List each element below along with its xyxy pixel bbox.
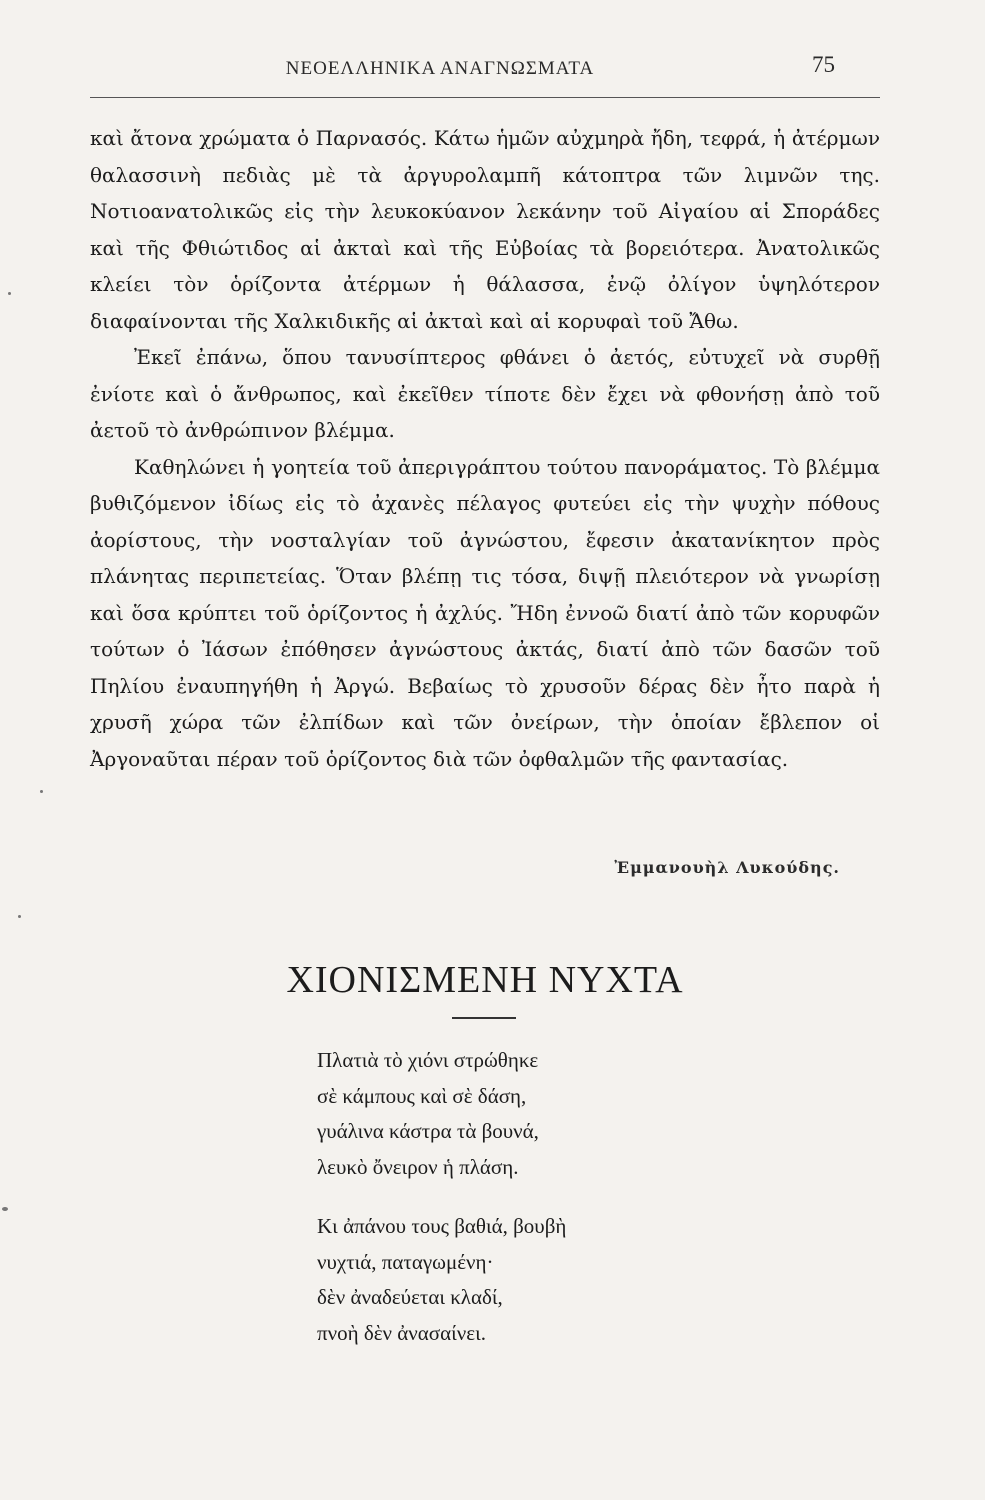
poem-stanza [317, 1209, 737, 1351]
margin-speck [2, 1207, 8, 1211]
poem-stanza [317, 1043, 737, 1185]
author-signature: Ἐμμανουὴλ Λυκούδης. [614, 858, 840, 877]
poem-body [317, 1043, 737, 1375]
poem-line: λευκὸ ὄνειρον ἡ πλάση. [317, 1154, 519, 1179]
paragraph: Καθηλώνει ἡ γοητεία τοῦ ἀπεριγράπτου τούτου πανοράματος. Τὸ βλέμμα βυθιζόμενον ἰδίως εἰς τὸ ἀχανὲς πέλαγος φυτεύει εἰς τὴν ψυχὴν πόθους ἀορίστους, τὴν νοσταλγίαν τοῦ ἀγνώστου, ἔφεσιν ἀκατανίκητον πρὸς πλάνητας περιπετείας. Ὅταν βλέπῃ τις τόσα, διψῇ πλειότερον νὰ γνωρίσῃ καὶ ὅσα κρύπτει τοῦ ὁρίζοντος ἡ ἀχλύς. Ἤδη ἐννοῶ διατί ἀπὸ τῶν κορυφῶν τούτων ὁ Ἰάσων ἐπόθησεν ἀγνώστους ἀκτάς, διατί ἀπὸ τῶν δασῶν τοῦ Πηλίου ἐναυπηγήθη ἡ Ἀργώ. Βεβαίως τὸ χρυσοῦν δέρας δὲν ἦτο παρὰ ἡ χρυσῆ χώρα τῶν ἐλπίδων καὶ τῶν ὀνείρων, τὴν ὁποίαν ἔβλεπον οἱ Ἀργοναῦται πέραν τοῦ ὁρίζοντος διὰ τῶν ὀφθαλμῶν τῆς φαντασίας. [90, 454, 880, 771]
margin-speck [40, 790, 43, 793]
page-number: 75 [812, 52, 835, 77]
title-rule [452, 1017, 516, 1019]
poem-line: γυάλινα κάστρα τὰ βουνά, [317, 1119, 539, 1143]
prose-body [90, 120, 880, 777]
paragraph: Ἐκεῖ ἐπάνω, ὅπου τανυσίπτερος φθάνει ὁ ἀετός, εὐτυχεῖ νὰ συρθῇ ἐνίοτε καὶ ὁ ἄνθρωπος, καὶ ἐκεῖθεν τίποτε δὲν ἔχει νὰ φθονήσῃ ἀπὸ τοῦ ἀετοῦ τὸ ἀνθρώπινον βλέμμα. [90, 345, 880, 442]
paragraph: καὶ ἄτονα χρώματα ὁ Παρνασός. Κάτω ἡμῶν αὐχμηρὰ ἤδη, τεφρά, ἡ ἀτέρμων θαλασσινὴ πεδιὰς μὲ τὰ ἀργυρολαμπῆ κάτοπτρα τῶν λιμνῶν της. Νοτιοανατολικῶς εἰς τὴν λευκοκύανον λεκάνην τοῦ Αἰγαίου αἱ Σποράδες καὶ τῆς Φθιώτιδος αἱ ἀκταὶ καὶ τῆς Εὐβοίας τὰ βορειότερα. Ἀνατολικῶς κλείει τὸν ὁρίζοντα ἀτέρμων ἡ θάλασσα, ἐνῷ ὀλίγον ὑψηλότερον διαφαίνονται τῆς Χαλκιδικῆς αἱ ἀκταὶ καὶ αἱ κορυφαὶ τοῦ Ἄθω. [90, 126, 880, 333]
poem-line: Κι ἀπάνου τους βαθιά, βουβὴ [317, 1214, 567, 1238]
margin-speck [8, 292, 11, 295]
poem-line: Πλατιὰ τὸ χιόνι στρώθηκε [317, 1048, 539, 1072]
poem-line: σὲ κάμπους καὶ σὲ δάση, [317, 1083, 527, 1108]
poem-line: δὲν ἀναδεύεται κλαδί, [317, 1285, 503, 1309]
running-header: ΝΕΟΕΛΛΗΝΙΚΑ ΑΝΑΓΝΩΣΜΑΤΑ [285, 58, 595, 79]
poem-line: πνοὴ δὲν ἀνασαίνει. [317, 1320, 486, 1345]
poem-line: νυχτιά, παταγωμένη· [317, 1249, 494, 1274]
header-rule [90, 97, 880, 98]
margin-speck [18, 915, 21, 918]
poem-title: ΧΙΟΝΙΣΜΕΝΗ ΝΥΧΤΑ [286, 959, 684, 1001]
